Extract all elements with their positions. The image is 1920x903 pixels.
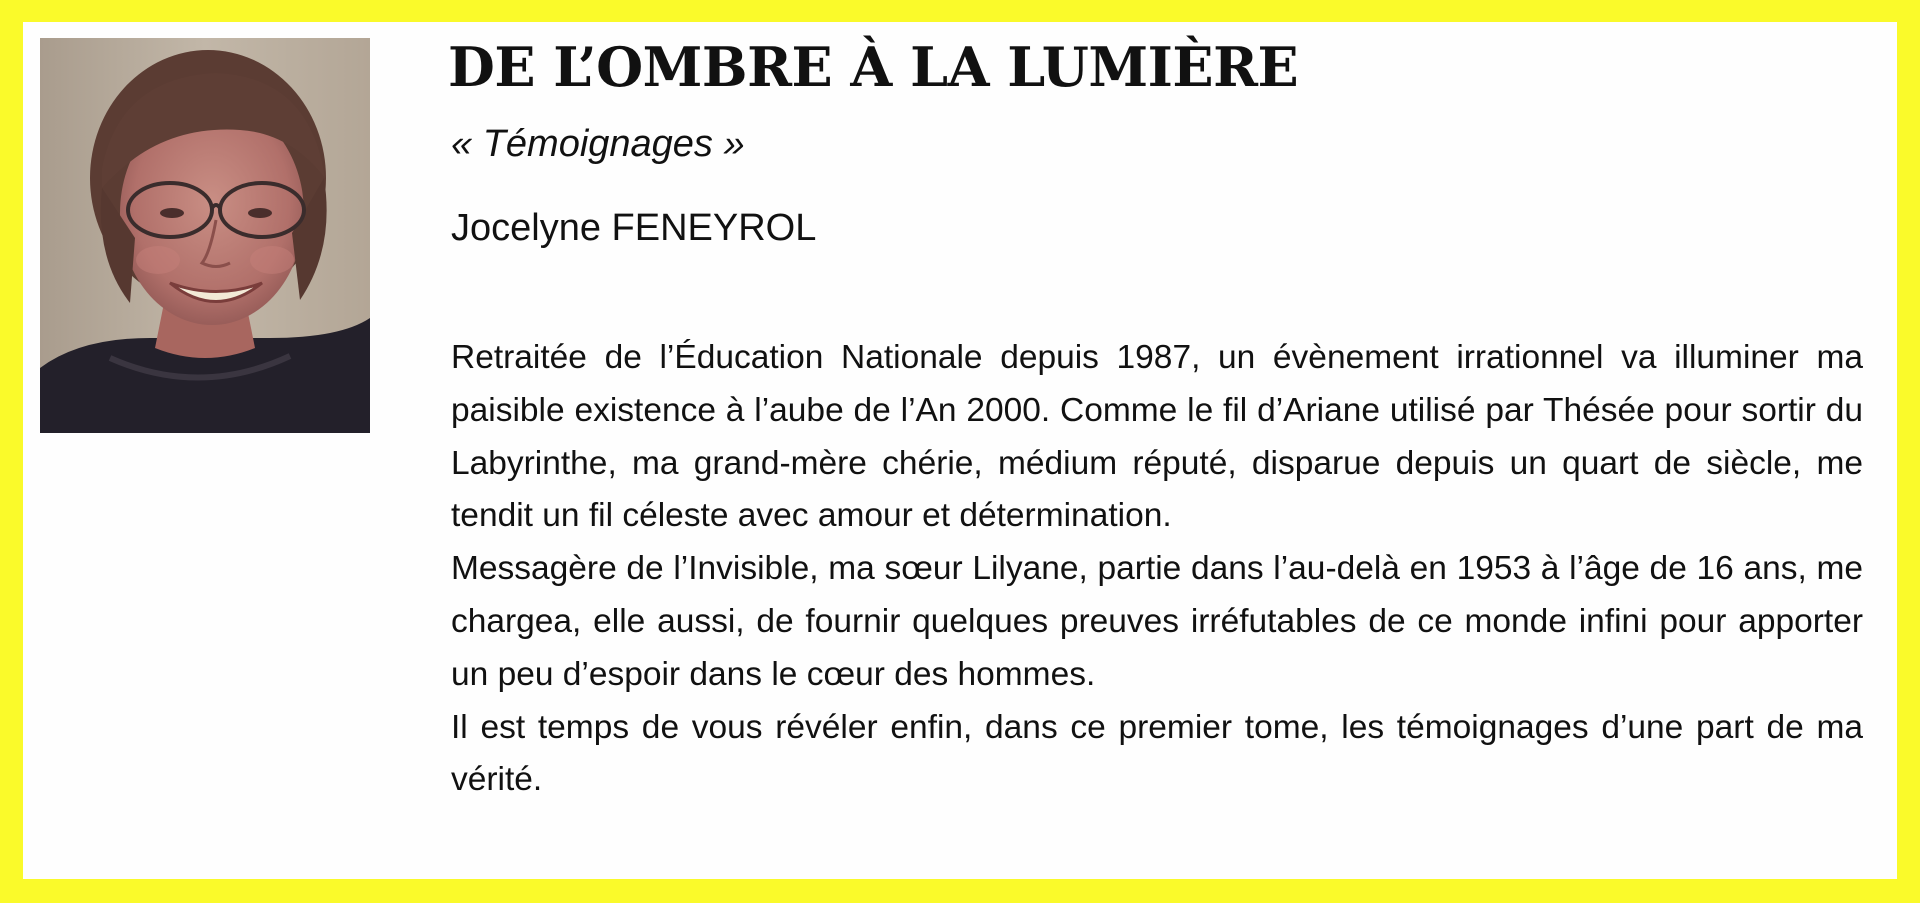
book-description — [451, 332, 1863, 807]
author-photo-image — [40, 38, 370, 433]
book-title: DE L’OMBRE À LA LUMIÈRE — [448, 35, 1299, 99]
description-paragraph: Retraitée de l’Éducation Nationale depuis 1987, un évènement irrationnel va illuminer ma paisible existence à l’aube de l’An 2000. Comme le fil d’Ariane utilisé par Thésée pour sortir du Labyrinthe, ma grand-mère chérie, médium réputé, disparue depuis un quart de siècle, me tendit un fil céleste avec amour et détermination. — [451, 339, 1863, 535]
description-paragraph: Il est temps de vous révéler enfin, dans ce premier tome, les témoignages d’une part de ma vérité. — [451, 708, 1863, 799]
author-portrait — [40, 38, 370, 433]
description-paragraph: Messagère de l’Invisible, ma sœur Lilyane, partie dans l’au-delà en 1953 à l’âge de 16 ans, me chargea, elle aussi, de fournir quelques preuves irréfutables de ce monde infini pour apporter un peu d’espoir dans le cœur des hommes. — [451, 550, 1863, 693]
author-name: Jocelyne FENEYROL — [451, 207, 817, 249]
book-card — [23, 22, 1897, 879]
book-subtitle: « Témoignages » — [451, 123, 745, 165]
